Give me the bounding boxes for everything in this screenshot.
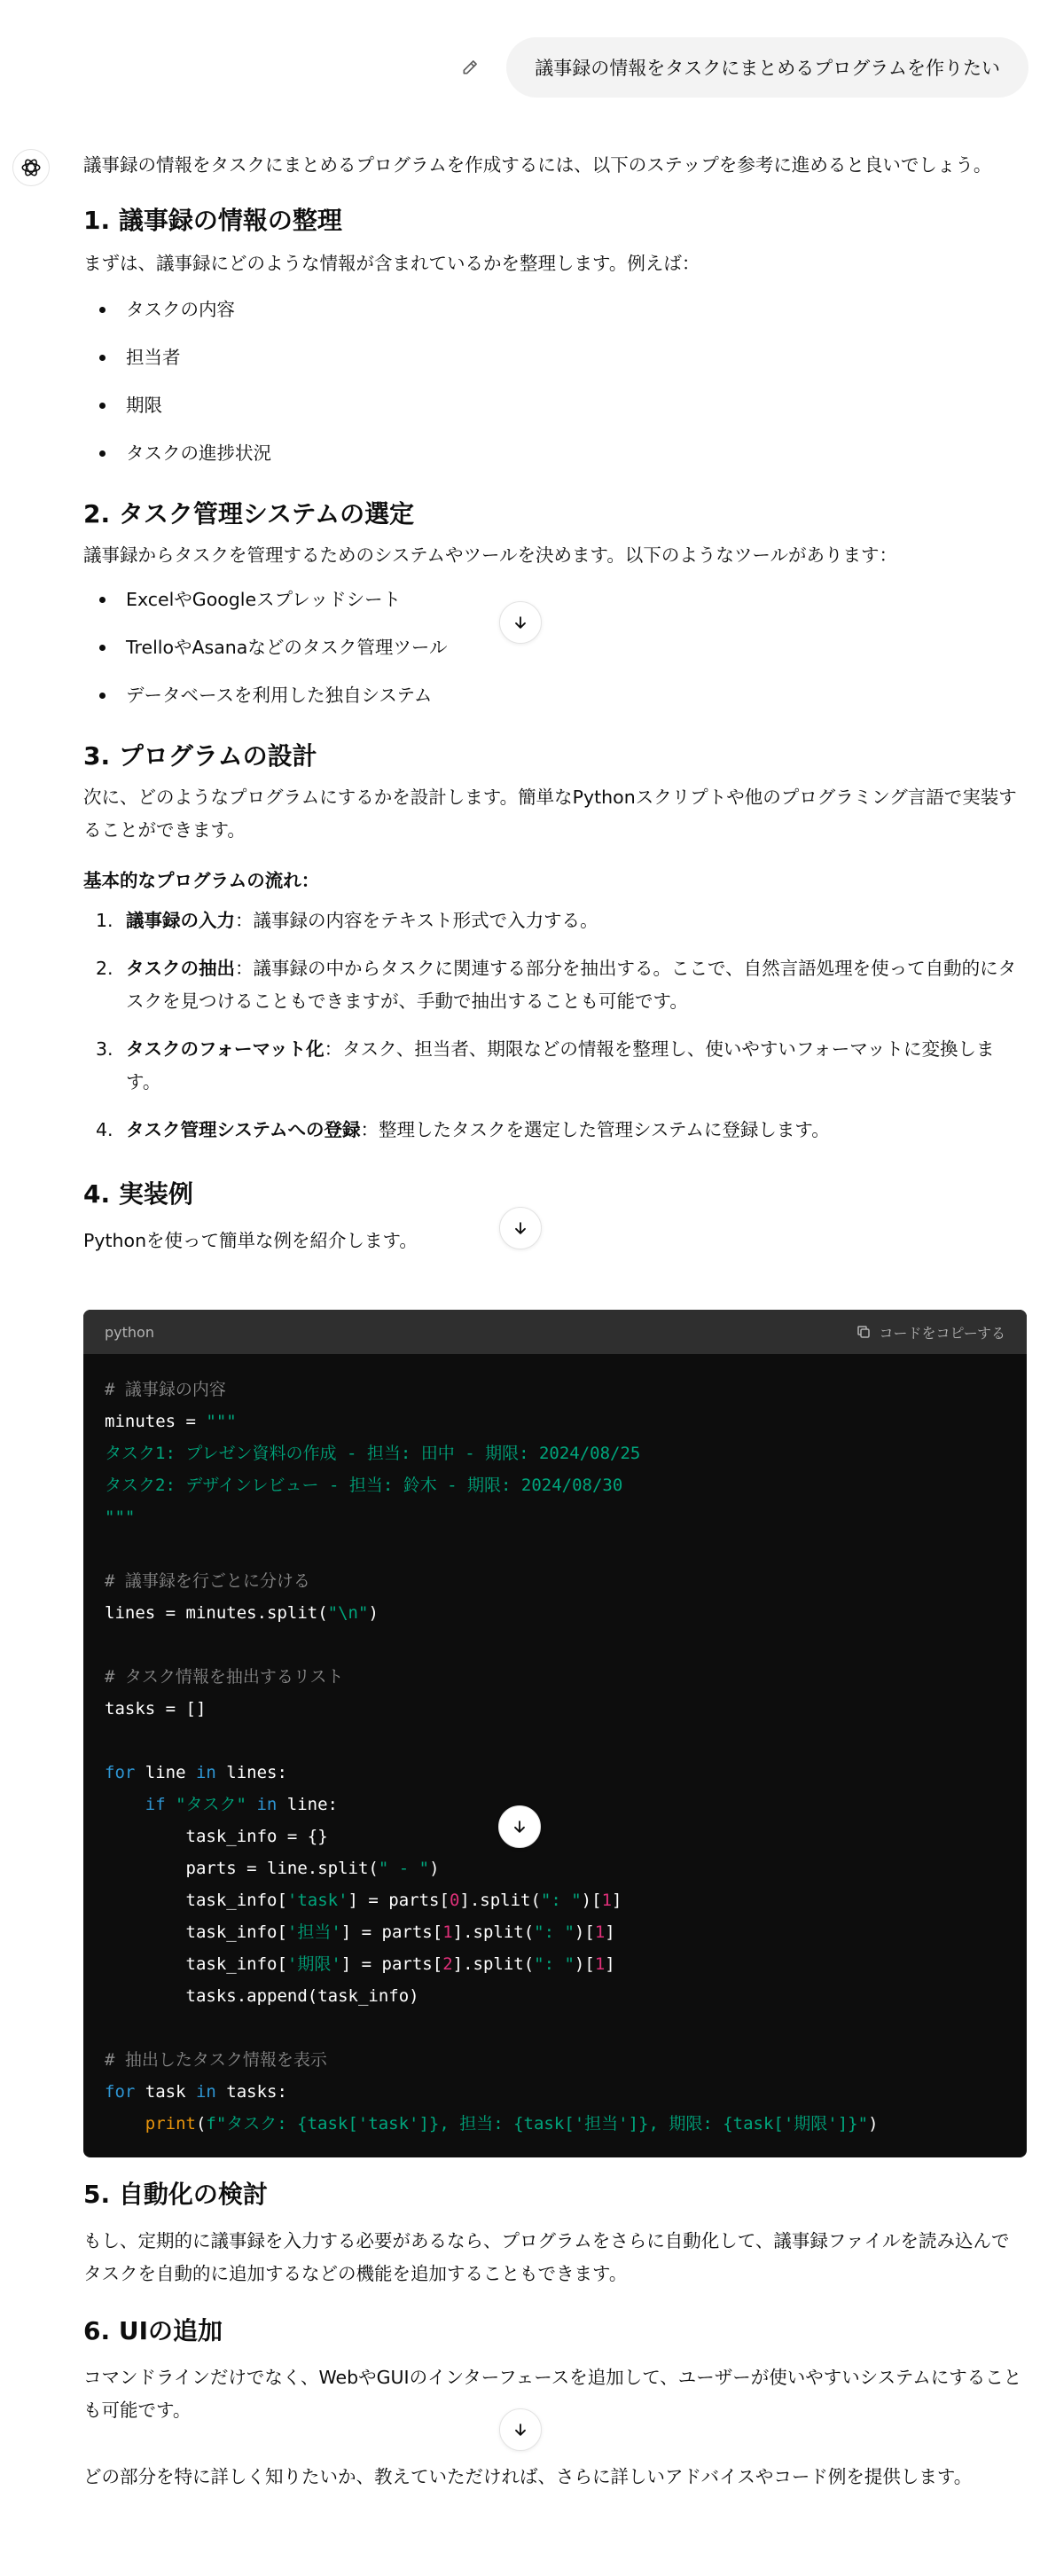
- code-line: # タスク情報を抽出するリスト: [105, 1667, 344, 1687]
- code-content: [83, 1354, 1027, 2157]
- code-line: task_info = {}: [105, 1827, 328, 1846]
- section-3-title: 3. プログラムの設計: [83, 741, 317, 771]
- closing-text: どの部分を特に詳しく知りたいか、教えていただければ、さらに詳しいアドバイスやコード例を提供します。: [83, 2466, 973, 2487]
- arrow-down-icon: [512, 2421, 529, 2439]
- code-line: # 議事録の内容: [105, 1380, 226, 1399]
- section-5-title: 5. 自動化の検討: [83, 2180, 268, 2209]
- openai-logo-icon: [20, 156, 43, 179]
- flow-steps: [83, 904, 1027, 1147]
- step-number: 1.: [96, 910, 113, 931]
- pencil-icon: [461, 59, 479, 76]
- scroll-down-button[interactable]: [498, 1805, 541, 1848]
- section-3-text: 次に、どのようなプログラムにするかを設計します。簡単なPythonスクリプトや他のプログラミング言語で実装することができます。: [83, 787, 1017, 841]
- step-title: タスク管理システムへの登録: [126, 1119, 361, 1140]
- flow-title: 基本的なプログラムの流れ：: [83, 870, 320, 891]
- assistant-avatar: [12, 149, 50, 186]
- code-line: [105, 1629, 1005, 1661]
- list-item: データベースを利用した独自システム: [83, 671, 1027, 719]
- step-text: ：整理したタスクを選定した管理システムに登録します。: [360, 1119, 830, 1140]
- code-line: for line in lines:: [105, 1763, 287, 1782]
- step-text: ：議事録の内容をテキスト形式で入力する。: [235, 910, 598, 931]
- copy-code-label: コードをコピーする: [879, 1324, 1005, 1342]
- code-header: [83, 1310, 1027, 1354]
- code-line: task_info['期限'] = parts[2].split(": ")[1]: [105, 1954, 615, 1974]
- step-number: 4.: [96, 1119, 113, 1140]
- code-line: minutes = """: [105, 1412, 237, 1431]
- section-2-list: [83, 575, 1027, 719]
- list-item: ExcelやGoogleスプレッドシート: [83, 575, 1027, 623]
- edit-message-button[interactable]: [457, 54, 483, 81]
- section-6-title: 6. UIの追加: [83, 2316, 223, 2345]
- step-text: ：議事録の中からタスクに関連する部分を抽出する。ここで、自然言語処理を使って自動的にタスクを見つけることもできますが、手動で抽出することも可能です。: [126, 958, 1017, 1012]
- section-1-title: 1. 議事録の情報の整理: [83, 206, 342, 235]
- step-title: タスクの抽出: [126, 958, 235, 979]
- list-item: タスクの進捗状況: [83, 429, 1027, 477]
- code-line: tasks = []: [105, 1699, 207, 1719]
- section-1-list: [83, 286, 1027, 477]
- code-line: lines = minutes.split("\n"): [105, 1603, 379, 1623]
- code-line: [105, 2012, 1005, 2044]
- list-item: [83, 904, 1027, 937]
- code-line: print(f"タスク: {task['task']}, 担当: {task['担当']}, 期限: {task['期限']}"): [145, 2114, 879, 2134]
- code-line: タスク1: プレゼン資料の作成 - 担当: 田中 - 期限: 2024/08/25: [105, 1444, 641, 1463]
- code-line: """: [105, 1507, 136, 1527]
- section-2-title: 2. タスク管理システムの選定: [83, 499, 415, 529]
- code-line: parts = line.split(" - "): [105, 1859, 440, 1878]
- section-5-text: もし、定期的に議事録を入力する必要があるなら、プログラムをさらに自動化して、議事録ファイルを読み込んでタスクを自動的に追加するなどの機能を追加することもできます。: [83, 2230, 1010, 2284]
- section-2-text: 議事録からタスクを管理するためのシステムやツールを決めます。以下のようなツールがあります：: [83, 544, 897, 566]
- list-item: タスクの内容: [83, 286, 1027, 333]
- section-4-title: 4. 実装例: [83, 1179, 193, 1209]
- list-item: 期限: [83, 381, 1027, 429]
- assistant-answer: [83, 149, 1027, 1257]
- code-line: if "タスク" in line:: [145, 1795, 338, 1814]
- step-title: タスクのフォーマット化: [126, 1038, 325, 1060]
- intro-text: 議事録の情報をタスクにまとめるプログラムを作成するには、以下のステップを参考に進めると良いでしょう。: [83, 154, 992, 176]
- code-line: # 抽出したタスク情報を表示: [105, 2050, 327, 2070]
- scroll-down-button[interactable]: [499, 1207, 542, 1249]
- list-item: TrelloやAsanaなどのタスク管理ツール: [83, 623, 1027, 671]
- copy-icon: [856, 1324, 872, 1340]
- list-item: 担当者: [83, 333, 1027, 381]
- list-item: [83, 1114, 1027, 1147]
- code-line: task_info['task'] = parts[0].split(": ")[1]: [105, 1891, 622, 1910]
- section-4-text: Pythonを使って簡単な例を紹介します。: [83, 1230, 418, 1251]
- user-message-bubble: 議事録の情報をタスクにまとめるプログラムを作りたい: [506, 37, 1028, 98]
- list-item: [83, 1033, 1027, 1099]
- section-1-text: まずは、議事録にどのような情報が含まれているかを整理します。例えば：: [83, 253, 700, 274]
- code-line: tasks.append(task_info): [105, 1986, 419, 2006]
- step-number: 3.: [96, 1038, 113, 1060]
- code-line: タスク2: デザインレビュー - 担当: 鈴木 - 期限: 2024/08/30: [105, 1476, 623, 1495]
- code-line: [105, 1725, 1005, 1757]
- code-line: # 議事録を行ごとに分ける: [105, 1571, 310, 1591]
- arrow-down-icon: [511, 1818, 528, 1836]
- step-text: ：タスク、担当者、期限などの情報を整理し、使いやすいフォーマットに変換します。: [126, 1038, 995, 1092]
- scroll-down-button[interactable]: [499, 2408, 542, 2451]
- code-line: for task in tasks:: [105, 2082, 287, 2102]
- code-language-label: python: [105, 1323, 154, 1341]
- scroll-down-button[interactable]: [499, 601, 542, 644]
- code-line: task_info['担当'] = parts[1].split(": ")[1]: [105, 1922, 615, 1942]
- user-message-row: [457, 37, 1028, 98]
- code-block: [83, 1310, 1027, 2157]
- step-number: 2.: [96, 958, 113, 979]
- section-6-text: コマンドラインだけでなく、WebやGUIのインターフェースを追加して、ユーザーが使いやすいシステムにすることも可能です。: [83, 2367, 1022, 2421]
- copy-code-button[interactable]: [856, 1322, 1005, 1343]
- code-line: [105, 1533, 1005, 1565]
- assistant-answer-continued: [83, 2177, 1027, 2494]
- step-title: 議事録の入力: [126, 910, 235, 931]
- arrow-down-icon: [512, 1219, 529, 1237]
- list-item: [83, 952, 1027, 1018]
- arrow-down-icon: [512, 614, 529, 631]
